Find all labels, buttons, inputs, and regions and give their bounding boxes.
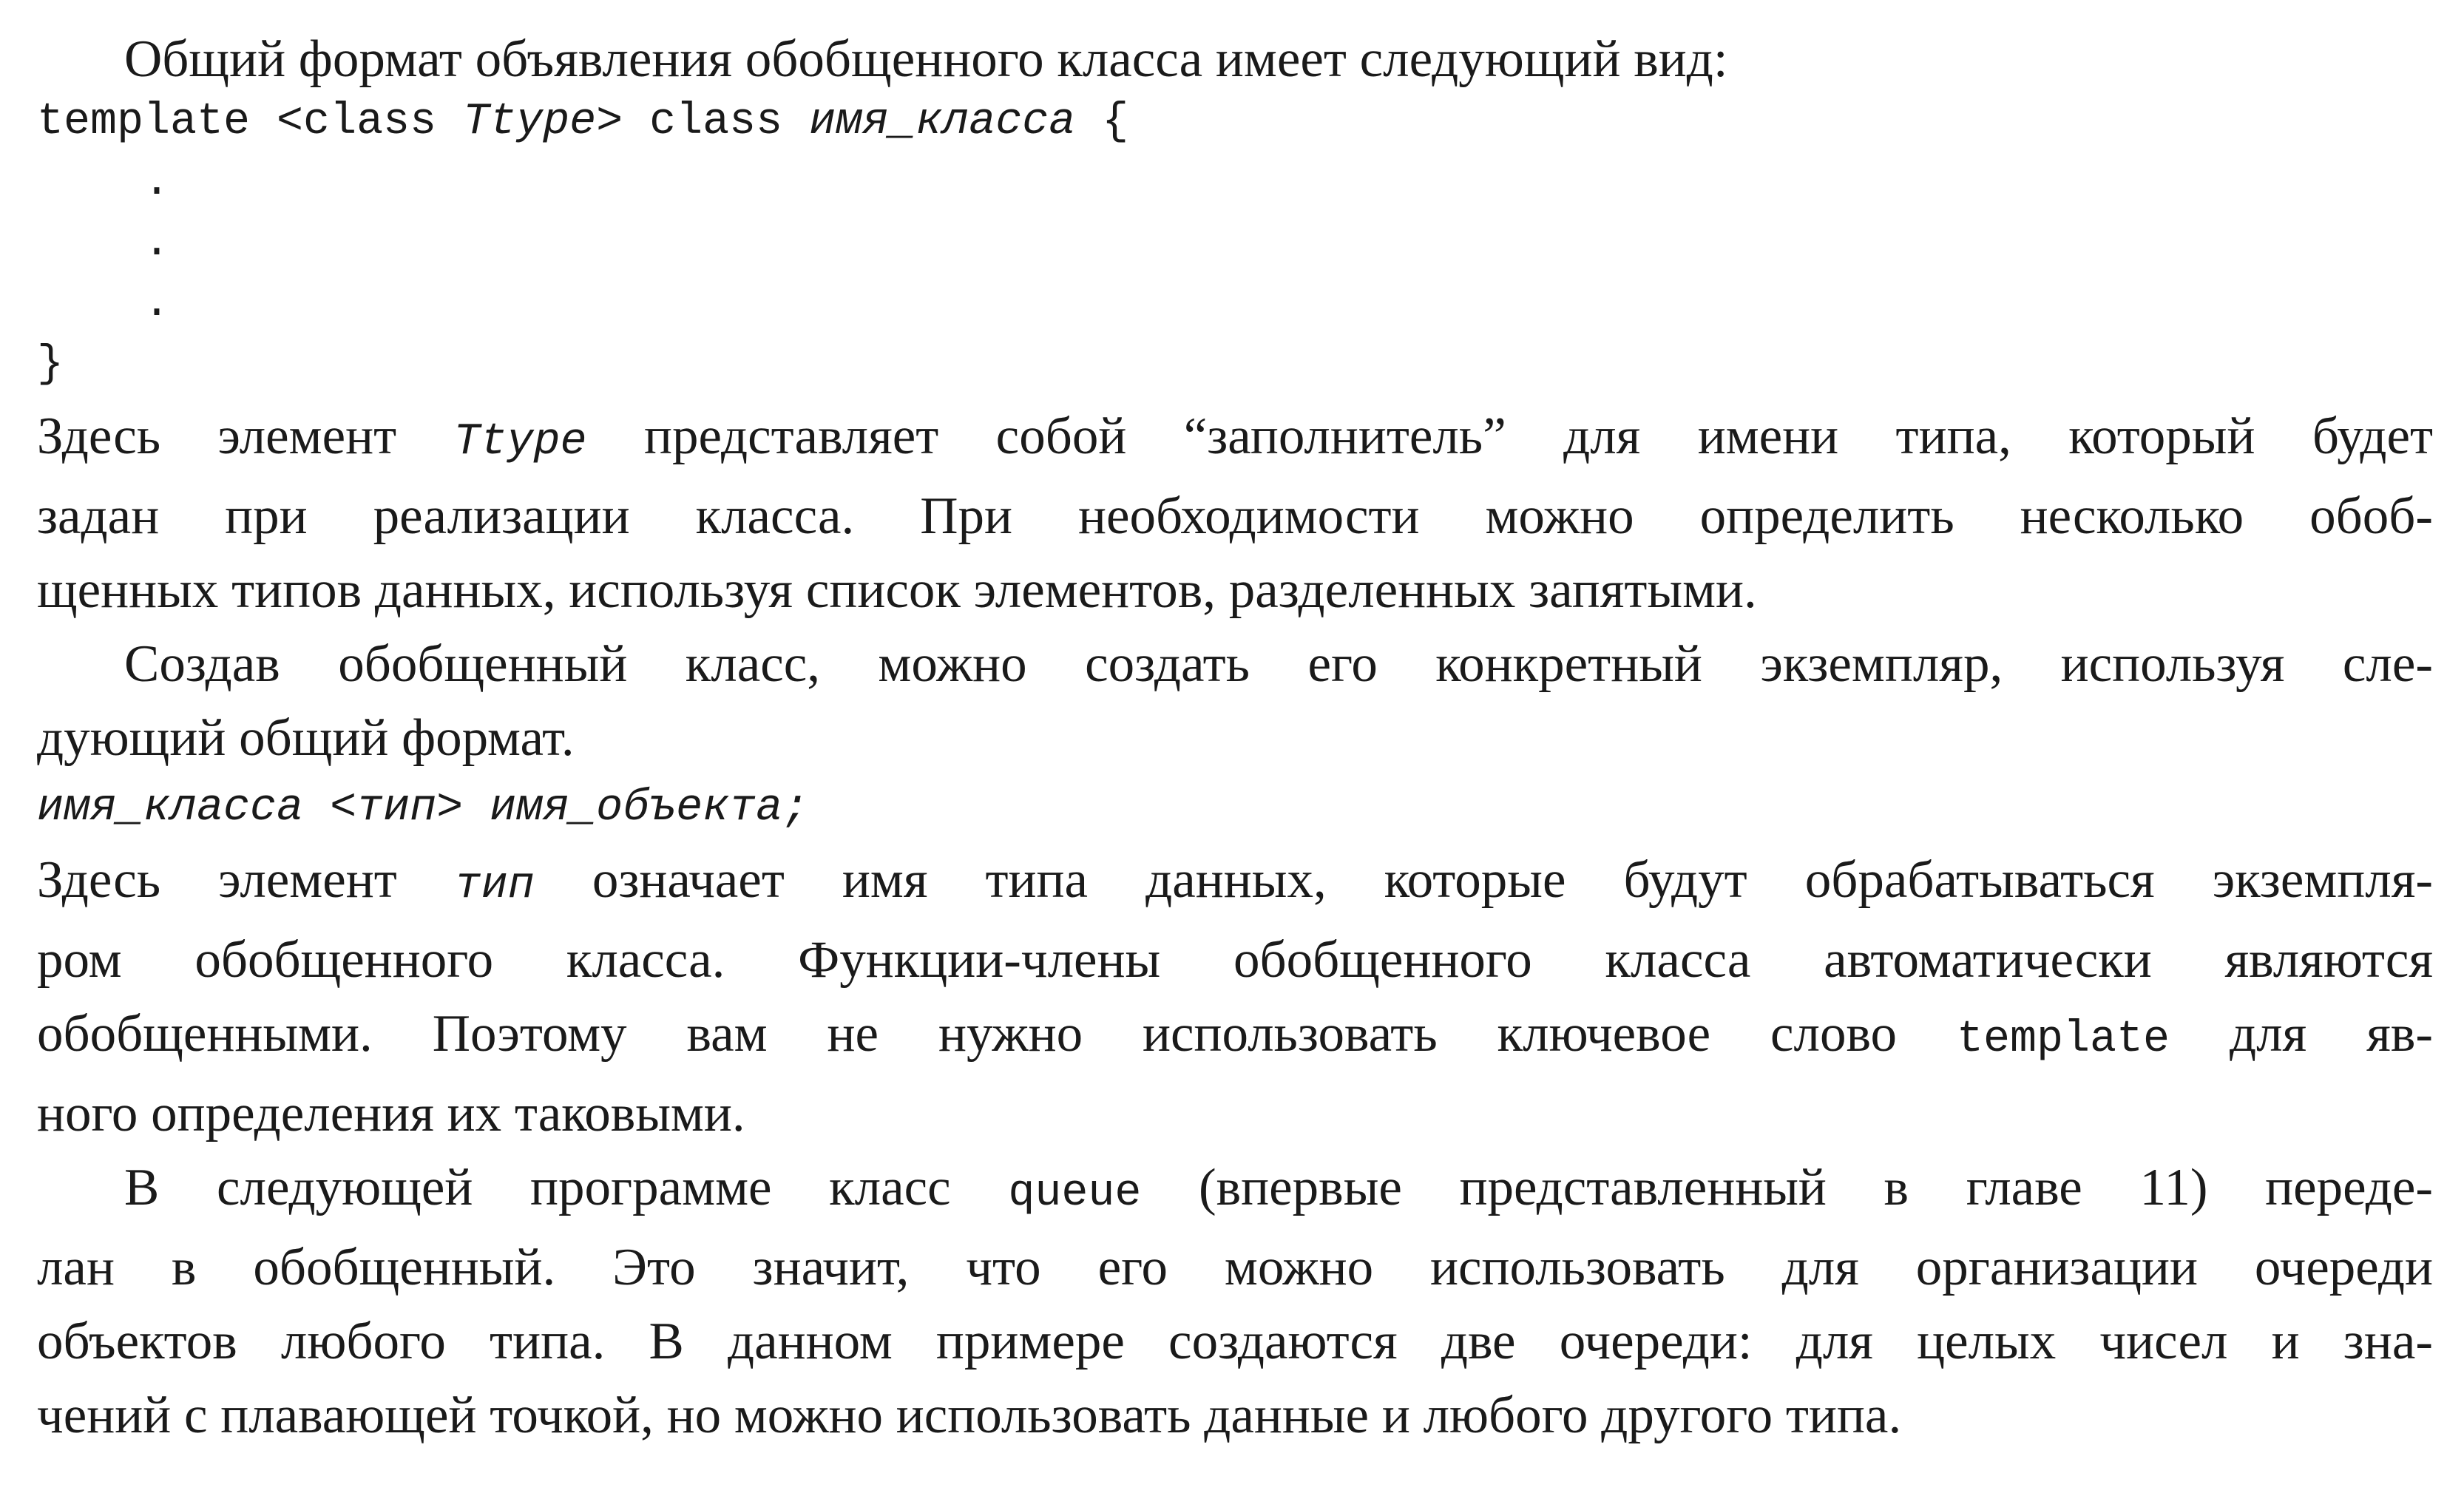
code-block-template-declaration <box>37 92 2433 395</box>
paragraph-line: ром обобщенного класса. Функции-члены обобщенного класса автоматически являются <box>37 931 2433 989</box>
paragraph-line: обобщенными. Поэтому вам не нужно использовать ключевое слово template для яв- <box>37 1005 2433 1065</box>
code-keyword-class: > class <box>596 97 810 147</box>
code-close-brace: } <box>37 339 64 390</box>
paragraph-line: В следующей программе класс queue (впервые представленный в главе 11) переде- <box>124 1159 2433 1219</box>
inline-code-queue: queue <box>1008 1168 1142 1219</box>
inline-code-type: тип <box>454 861 535 911</box>
inline-code-ttype: Ttype <box>453 417 587 467</box>
code-instance-format: имя_класса <тип> имя_объекта; <box>37 783 810 833</box>
paragraph-line: задан при реализации класса. При необходимости можно определить несколько обоб- <box>37 487 2433 545</box>
paragraph-text: Общий формат объявления обобщенного класса имеет следующий вид: <box>124 30 1728 88</box>
code-ellipsis-dot: . <box>143 158 171 208</box>
paragraph-line: Создав обобщенный класс, можно создать его конкретный экземпляр, используя сле- <box>124 635 2433 693</box>
code-open-brace: { <box>1075 97 1129 147</box>
paragraph-ttype-explanation <box>37 399 2433 627</box>
paragraph-line: ного определения их таковыми. <box>37 1085 745 1142</box>
paragraph-line: Здесь элемент Ttype представляет собой “заполнитель” для имени типа, который будет <box>37 407 2433 467</box>
inline-code-template: template <box>1956 1015 2170 1065</box>
page-content <box>37 22 2433 1452</box>
code-keyword-template: template <class <box>37 97 464 147</box>
paragraph-create-instance <box>37 627 2433 775</box>
code-placeholder-ttype: Ttype <box>463 97 597 147</box>
paragraph-queue-program <box>37 1151 2433 1452</box>
paragraph-general-format <box>37 22 2433 96</box>
code-ellipsis-dot: . <box>143 279 171 329</box>
paragraph-line: чений с плавающей точкой, но можно использовать данные и любого другого типа. <box>37 1387 1902 1444</box>
paragraph-line: Здесь элемент тип означает имя типа данных, которые будут обрабатываться экземпля- <box>37 851 2433 911</box>
paragraph-line: объектов любого типа. В данном примере создаются две очереди: для целых чисел и зна- <box>37 1313 2433 1370</box>
code-ellipsis-dot: . <box>143 218 171 268</box>
code-line-template <box>37 92 2433 152</box>
paragraph-line: щенных типов данных, используя список элементов, разделенных запятыми. <box>37 561 1757 619</box>
paragraph-line: дующий общий формат. <box>37 709 575 767</box>
paragraph-type-explanation <box>37 843 2433 1151</box>
code-placeholder-class-name: имя_класса <box>809 97 1076 147</box>
paragraph-line: лан в обобщенный. Это значит, что его можно использовать для организации очереди <box>37 1239 2433 1296</box>
